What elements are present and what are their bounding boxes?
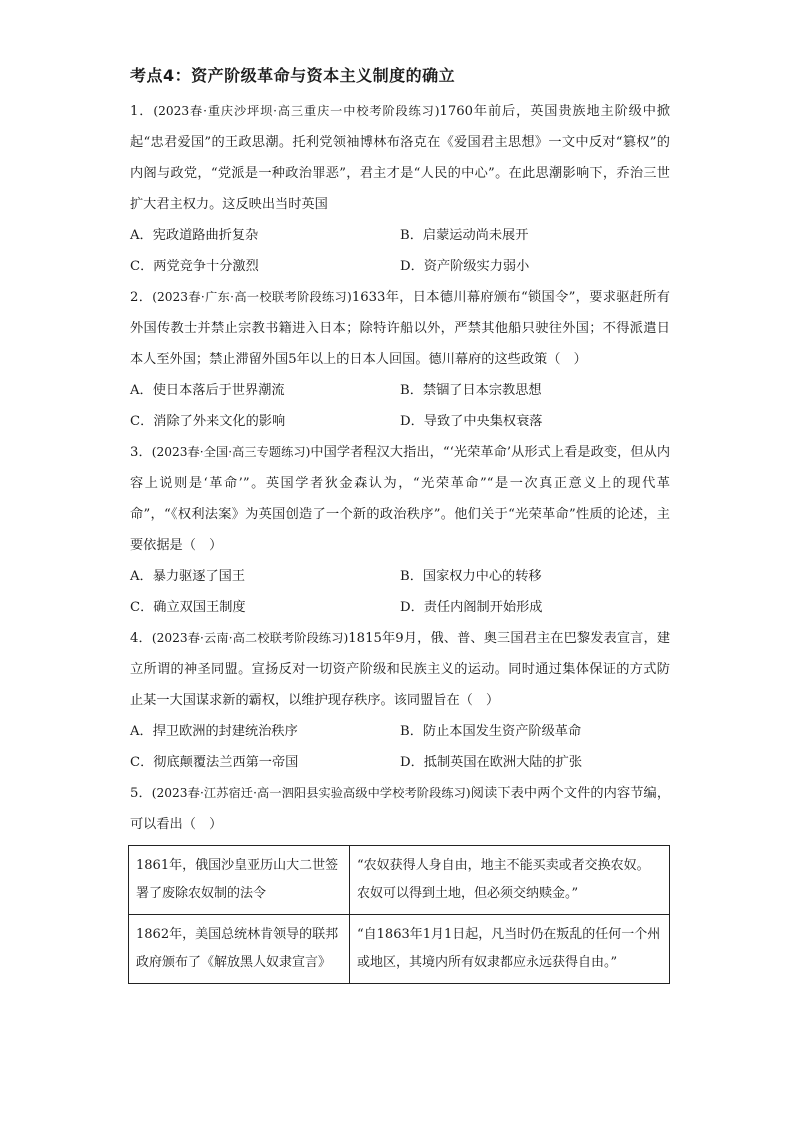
- question-text: 1760年前后，英国贵族地主阶级中掀起“忠君爱国”的王政思潮。托利党领袖博林布洛克在《爱国君主思想》一文中反对“篡权”的内阁与政党，“党派是一种政治罪恶”，君主才是“人民的中心”。在此思潮影响下，乔治三世扩大君主权力。这反映出当时英国: [130, 104, 670, 212]
- question-text: 1633年，日本德川幕府颁布“锁国令”，要求驱赶所有外国传教士并禁止宗教书籍进入日本；除特许船以外，严禁其他船只驶往外国；不得派遣日本人至外国；禁止滞留外国5年以上的日本人回国。德川幕府的这些政策（ ）: [130, 290, 670, 367]
- question-number: 4．: [130, 631, 152, 646]
- document-page: [130, 64, 670, 984]
- option-a: A．捍卫欧洲的封建统治秩序: [130, 724, 298, 739]
- option-c: C．消除了外来文化的影响: [130, 414, 286, 429]
- options-row: [130, 561, 670, 592]
- question-2: [130, 282, 670, 437]
- table-cell-left: 1862年，美国总统林肯领导的联邦政府颁布了《解放黑人奴隶宣言》: [129, 915, 350, 984]
- option-b: B．防止本国发生资产阶级革命: [400, 724, 582, 739]
- question-source: (2023春·广东·高一校联考阶段练习): [152, 290, 352, 304]
- options-row: [130, 375, 670, 406]
- options-row: [130, 251, 670, 282]
- document-table: [128, 845, 670, 984]
- options-row: [130, 406, 670, 437]
- question-stem: [130, 96, 670, 220]
- options-row: [130, 220, 670, 251]
- option-d: D．抵制英国在欧洲大陆的扩张: [400, 755, 583, 770]
- option-a: A．宪政道路曲折复杂: [130, 228, 259, 243]
- question-number: 5．: [130, 786, 152, 801]
- table-cell-left: 1861年，俄国沙皇亚历山大二世签署了废除农奴制的法令: [129, 846, 350, 915]
- question-source: (2023春·重庆沙坪坝·高三重庆一中校考阶段练习): [153, 104, 440, 118]
- option-d: D．资产阶级实力弱小: [400, 259, 530, 274]
- question-source: (2023春·全国·高三专题练习): [151, 445, 311, 459]
- question-text: 中国学者程汉大指出，“‘光荣革命’从形式上看是政变，但从内容上说则是‘革命’”。英国学者狄金森认为，“光荣革命”“是一次真正意义上的现代革命”，“《权利法案》为英国创造了一个新的政治秩序”。他们关于“光荣革命”性质的论述，主要依据是（ ）: [130, 445, 671, 553]
- options-row: [130, 716, 670, 747]
- option-d: D．导致了中央集权衰落: [400, 414, 543, 429]
- question-number: 2．: [130, 290, 153, 305]
- table-cell-right: “农奴获得人身自由，地主不能买卖或者交换农奴。农奴可以得到土地，但必须交纳赎金。”: [350, 846, 670, 915]
- option-c: C．确立双国王制度: [130, 600, 246, 615]
- question-stem: [130, 778, 670, 840]
- table-row: [129, 846, 670, 915]
- option-c: C．两党竞争十分激烈: [130, 259, 259, 274]
- option-a: A．使日本落后于世界潮流: [130, 383, 285, 398]
- question-stem: [130, 623, 670, 716]
- option-d: D．责任内阁制开始形成: [400, 600, 543, 615]
- option-c: C．彻底颠覆法兰西第一帝国: [130, 755, 299, 770]
- option-b: B．启蒙运动尚未展开: [400, 228, 529, 243]
- question-source: (2023春·云南·高二校联考阶段练习): [151, 631, 349, 645]
- table-row: [129, 915, 670, 984]
- question-stem: [130, 282, 670, 375]
- option-a: A．暴力驱逐了国王: [130, 569, 246, 584]
- options-row: [130, 592, 670, 623]
- question-3: [130, 437, 670, 623]
- question-number: 1．: [130, 104, 154, 119]
- question-4: [130, 623, 670, 778]
- question-source: (2023春·江苏宿迁·高一泗阳县实验高级中学校考阶段练习): [151, 786, 471, 800]
- question-1: [130, 96, 670, 282]
- table-cell-right: “自1863年1月1日起，凡当时仍在叛乱的任何一个州或地区，其境内所有奴隶都应永远获得自由。”: [350, 915, 670, 984]
- option-b: B．国家权力中心的转移: [400, 569, 542, 584]
- question-number: 3．: [130, 445, 152, 460]
- options-row: [130, 747, 670, 778]
- option-b: B．禁锢了日本宗教思想: [400, 383, 542, 398]
- question-text: 阅读下表中两个文件的内容节编，可以看出（ ）: [130, 786, 670, 832]
- section-title: 考点4：资产阶级革命与资本主义制度的确立: [130, 66, 456, 85]
- question-5: [130, 778, 670, 984]
- question-stem: [130, 437, 670, 561]
- question-text: 1815年9月，俄、普、奥三国君主在巴黎发表宣言，建立所谓的神圣同盟。宣扬反对一切资产阶级和民族主义的运动。同时通过集体保证的方式防止某一大国谋求新的霸权，以维护现存秩序。该同盟旨在（ ）: [130, 631, 671, 708]
